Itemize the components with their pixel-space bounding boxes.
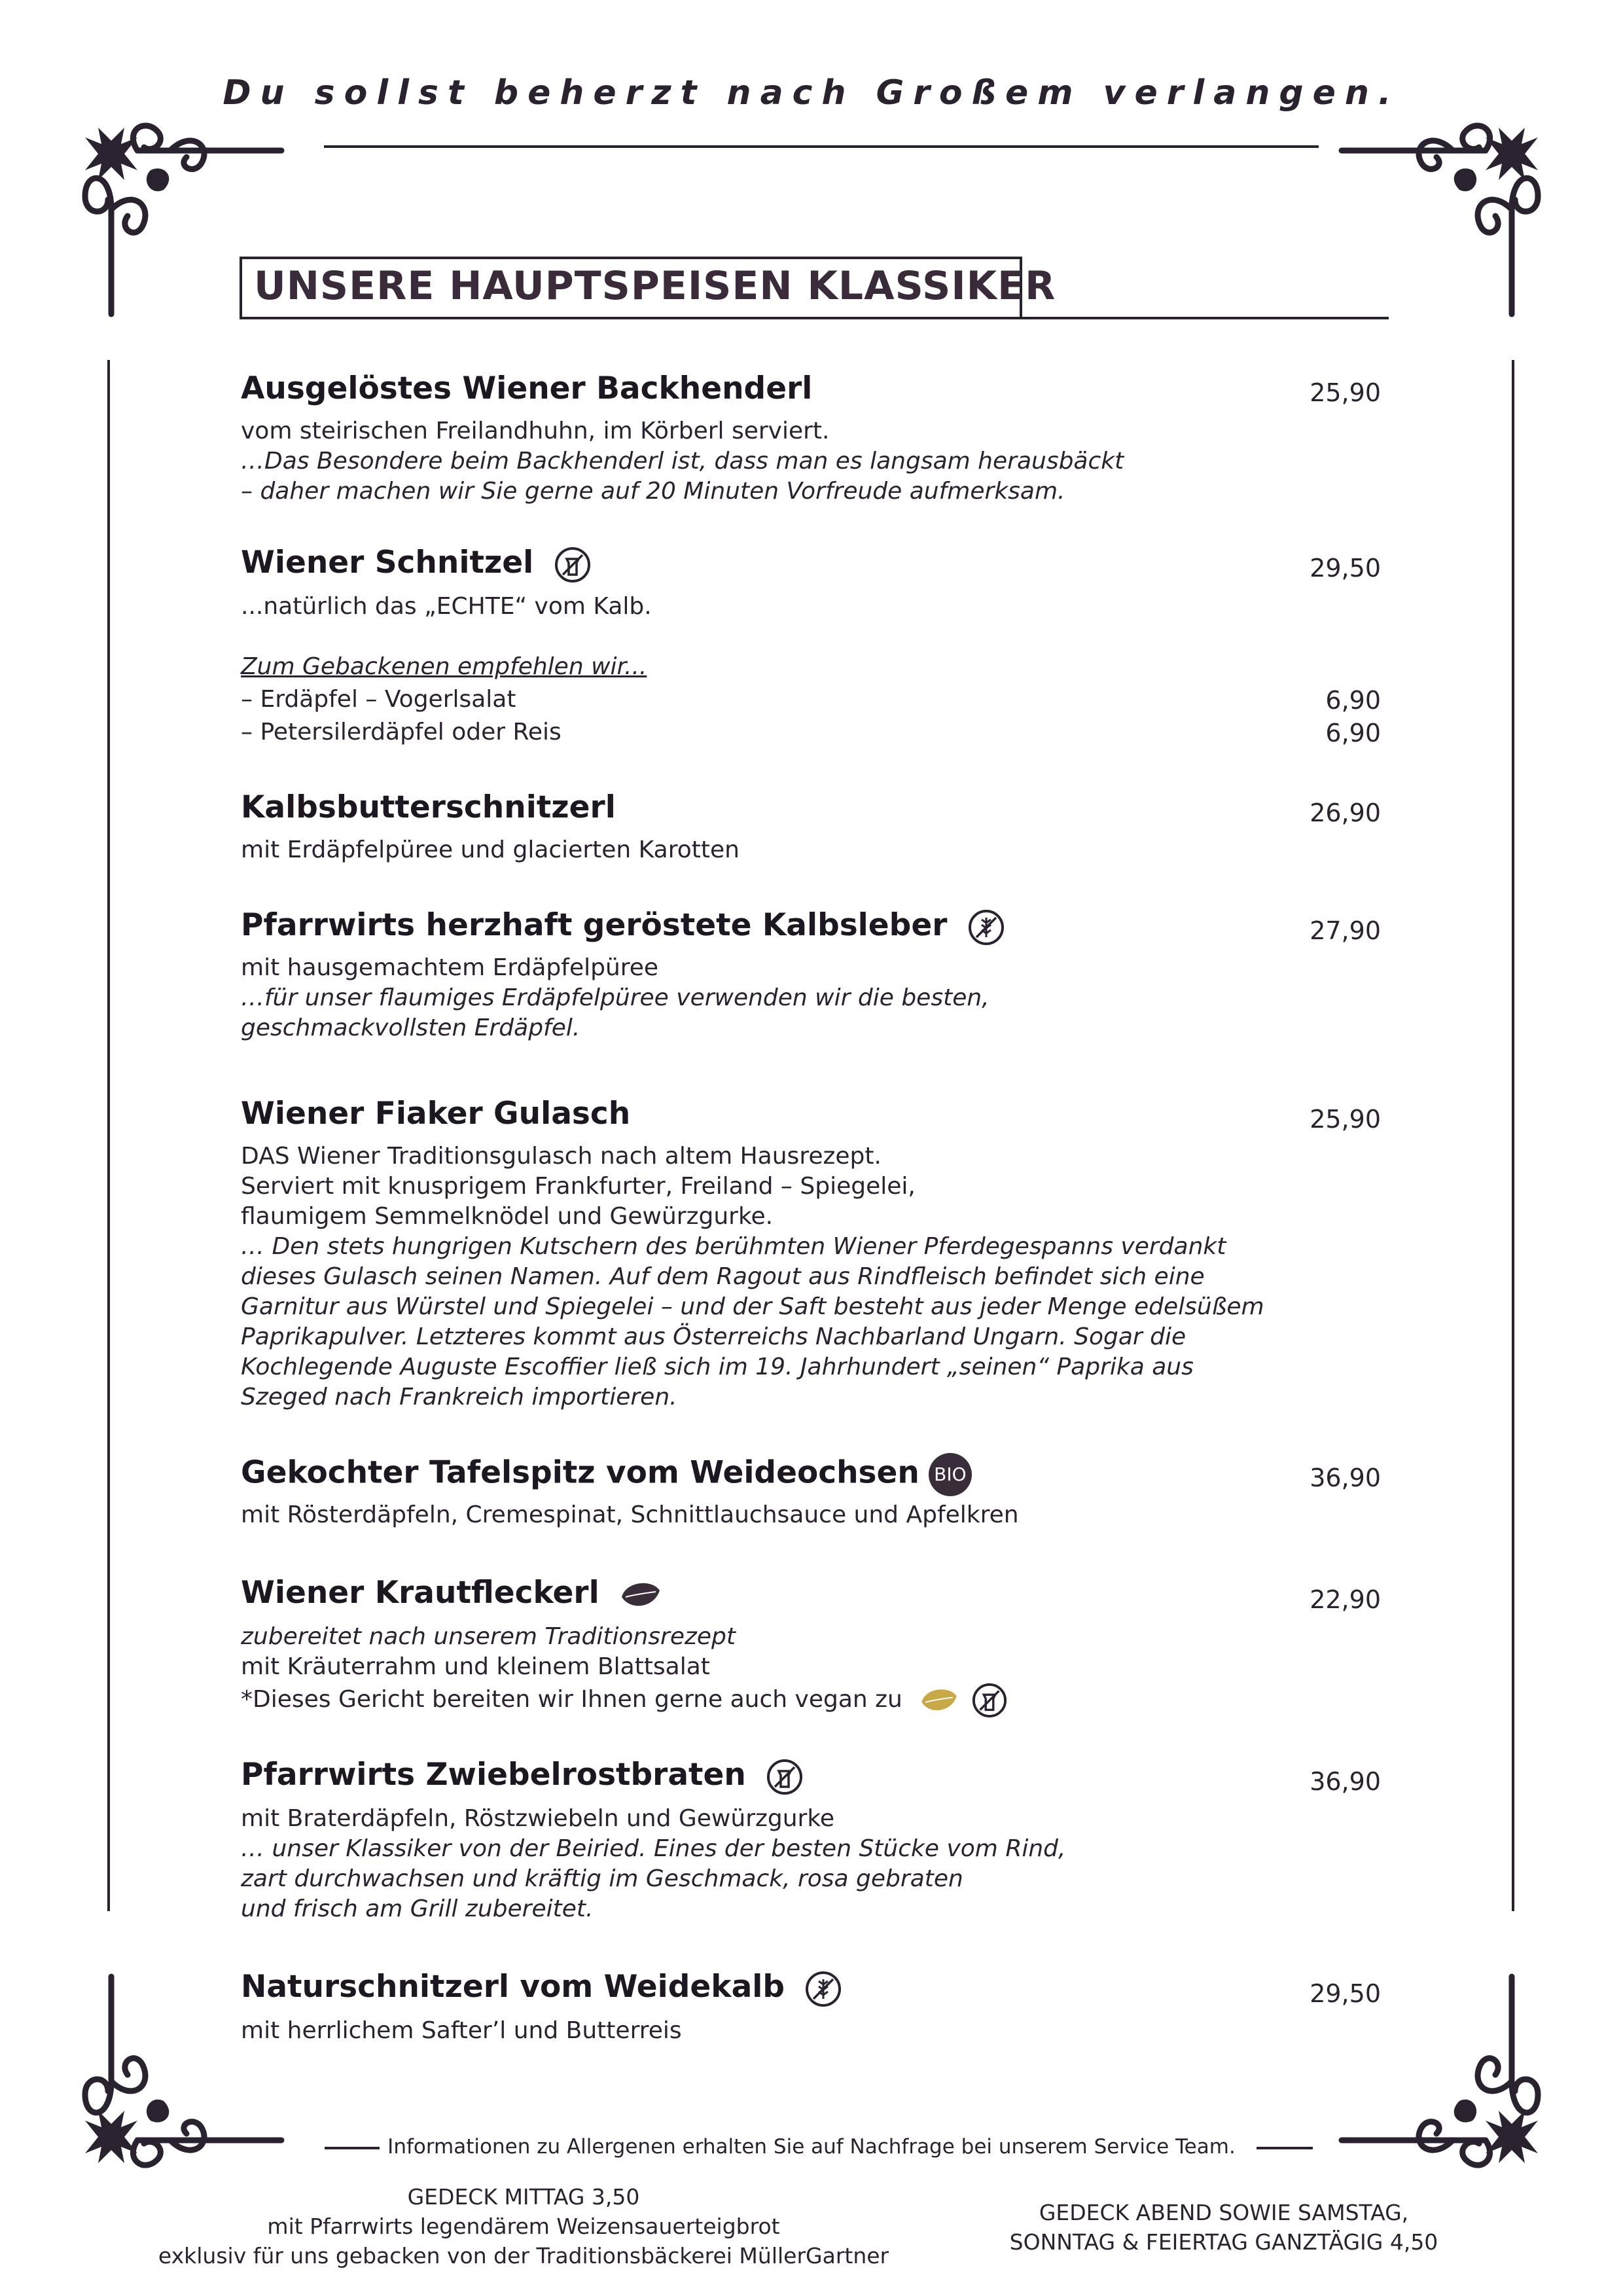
dish-name: Pfarrwirts herzhaft geröstete Kalbsleber [241,907,1005,946]
dish-description: zart durchwachsen und kräftig im Geschmack, rosa gebraten [241,1865,963,1892]
side-dish-price: 6,90 [1325,686,1381,715]
dish-price: 27,90 [1310,916,1381,945]
dish-name: Ausgelöstes Wiener Backhenderl [241,370,813,406]
side-dish-price: 6,90 [1325,719,1381,747]
dish-description: mit Braterdäpfeln, Röstzwiebeln und Gewürzgurke [241,1805,835,1832]
gedeck-mittag-line: mit Pfarrwirts legendärem Weizensauerteigbrot [267,2214,780,2239]
section-title-rule [1022,317,1389,319]
side-dish-label: – Petersilerdäpfel oder Reis [241,719,562,745]
dish-description: mit herrlichem Safter’l und Butterreis [241,2017,682,2044]
dish-description: und frisch am Grill zubereitet. [241,1895,594,1922]
dish-description: Kochlegende Auguste Escoffier ließ sich im 19. Jahrhundert „seinen“ Paprika aus [241,1354,1194,1380]
dish-description: mit Kräuterrahm und kleinem Blattsalat [241,1653,710,1680]
dish-description: dieses Gulasch seinen Namen. Auf dem Ragout aus Rindfleisch befindet sich eine [241,1263,1205,1290]
dish-price: 26,90 [1310,798,1381,827]
corner-ornament-top-right [1335,111,1551,321]
side-dish-label: – Erdäpfel – Vogerlsalat [241,686,516,713]
gedeck-mittag [144,2182,903,2270]
dish-price: 22,90 [1310,1585,1381,1614]
dish-description: …für unser flaumiges Erdäpfelpüree verwenden wir die besten, [241,984,990,1011]
dish-description: ...natürlich das „ECHTE“ vom Kalb. [241,593,652,620]
side-recommendation-title: Zum Gebackenen empfehlen wir... [241,653,647,680]
dish-price: 36,90 [1310,1463,1381,1492]
gluten-free-icon [804,1970,842,2008]
dish-name: Wiener Fiaker Gulasch [241,1096,631,1132]
lactose-free-icon [554,546,592,584]
allergen-info: Informationen zu Allergenen erhalten Sie auf Nachfrage bei unserem Service Team. [387,2135,1236,2159]
dish-price: 25,90 [1310,1105,1381,1134]
dish-price: 25,90 [1310,378,1381,407]
dish-description: Serviert mit knusprigem Frankfurter, Freiland – Spiegelei, [241,1173,916,1200]
dish-description: … unser Klassiker von der Beiried. Eines der besten Stücke vom Rind, [241,1835,1066,1862]
gedeck-abend-line: GEDECK ABEND SOWIE SAMSTAG, [1039,2200,1409,2225]
vegan-leaf-icon [919,1685,959,1715]
dish-description: Paprikapulver. Letzteres kommt aus Österreichs Nachbarland Ungarn. Sogar die [241,1323,1186,1350]
dish-name: Naturschnitzerl vom Weidekalb [241,1969,842,2008]
dish-description: Szeged nach Frankreich importieren. [241,1384,677,1410]
dish-description: Garnitur aus Würstel und Spiegelei – und der Saft besteht aus jeder Menge edelsüßem [241,1293,1264,1320]
dish-price: 29,50 [1310,554,1381,583]
dish-description: mit Rösterdäpfeln, Cremespinat, Schnittlauchsauce und Apfelkren [241,1501,1019,1528]
dish-price: 36,90 [1310,1767,1381,1796]
dish-name: Wiener Krautfleckerl [241,1575,662,1611]
gedeck-mittag-line: GEDECK MITTAG 3,50 [407,2184,640,2210]
dish-description: mit hausgemachtem Erdäpfelpüree [241,954,659,981]
header-motto: Du sollst beherzt nach Großem verlangen. [223,73,1400,113]
section-title: UNSERE HAUPTSPEISEN KLASSIKER [254,263,1056,309]
dish-name: Wiener Schnitzel [241,545,592,584]
dish-description: DAS Wiener Traditionsgulasch nach altem Hausrezept. [241,1143,882,1170]
dish-name: Kalbsbutterschnitzerl [241,789,616,825]
gedeck-abend [942,2198,1505,2257]
frame-line-left [107,360,110,1911]
dish-name: Pfarrwirts Zwiebelrostbraten [241,1757,804,1796]
dish-description: *Dieses Gericht bereiten wir Ihnen gerne auch vegan zu [241,1682,1008,1719]
dish-description: mit Erdäpfelpüree und glacierten Karotten [241,836,740,863]
frame-line-right [1512,360,1514,1911]
dish-description: geschmackvollsten Erdäpfel. [241,1014,580,1041]
dish-price: 29,50 [1310,1979,1381,2008]
dish-description: …Das Besondere beim Backhenderl ist, dass man es langsam herausbäckt [241,448,1124,475]
dish-description: … Den stets hungrigen Kutschern des berühmten Wiener Pferdegespanns verdankt [241,1233,1226,1260]
dish-description: zubereitet nach unserem Traditionsrezept [241,1623,736,1650]
vegetarian-leaf-icon [619,1579,662,1611]
bio-badge: BIO [929,1453,972,1496]
gluten-free-icon [967,908,1005,946]
gedeck-mittag-line: exklusiv für uns gebacken von der Traditionsbäckerei MüllerGartner [158,2243,889,2269]
dish-name: Gekochter Tafelspitz vom Weideochsen BIO [241,1453,972,1496]
gedeck-abend-line: SONNTAG & FEIERTAG GANZTÄGIG 4,50 [1009,2229,1438,2255]
dish-description: flaumigem Semmelknödel und Gewürzgurke. [241,1203,774,1230]
lactose-free-icon [971,1682,1008,1719]
dish-description: vom steirischen Freilandhuhn, im Körberl serviert. [241,418,830,444]
motto-underline [324,145,1319,148]
lactose-free-icon [766,1758,804,1796]
dish-description: – daher machen wir Sie gerne auf 20 Minuten Vorfreude aufmerksam. [241,478,1065,505]
